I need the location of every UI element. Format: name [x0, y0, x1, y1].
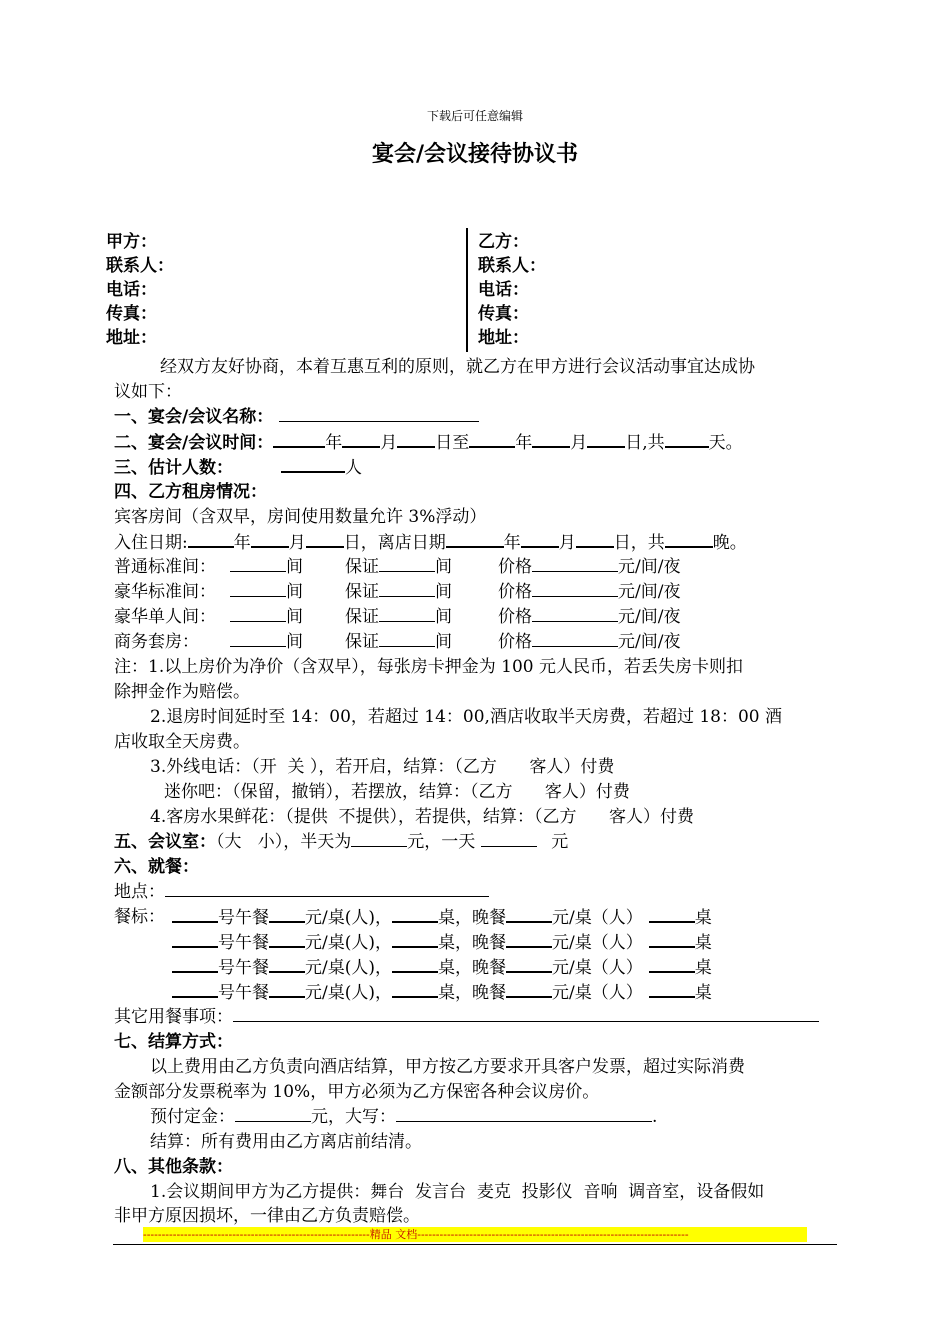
page-title: 宴会/会议接待协议书 [371, 142, 579, 167]
dinner-label: 桌，晚餐 [438, 958, 506, 978]
lunch-price-field[interactable] [269, 930, 305, 948]
dinner-tables-field[interactable] [649, 955, 695, 973]
room-row [114, 555, 834, 579]
unit-year: 年 [325, 433, 343, 453]
date-field[interactable] [172, 930, 218, 948]
checkout-day-field[interactable] [576, 530, 614, 548]
party-b-address: 地址： [478, 328, 529, 348]
price-unit: 元/间/夜 [618, 632, 681, 652]
settle-note: 结算：所有费用由乙方离店前结清。 [150, 1132, 422, 1152]
section-1-label: 一、宴会/会议名称： [114, 407, 274, 427]
price-label: 价格 [498, 582, 532, 602]
dining-row [172, 930, 712, 955]
dining-location-field[interactable] [165, 880, 489, 897]
checkin-year-field[interactable] [188, 530, 234, 548]
tables-unit: 桌 [694, 983, 712, 1003]
note-3-minibar: 迷你吧：（保留，撤销），若摆放，结算：（乙方 客人）付费 [164, 782, 630, 802]
lunch-price-field[interactable] [269, 905, 305, 923]
checkout-year-field[interactable] [446, 530, 504, 548]
room-type-name: 普通标准间： [114, 557, 216, 577]
deposit-row [150, 1105, 657, 1129]
lunch-unit: 元/桌(人)， [305, 958, 392, 978]
start-day-field[interactable] [397, 430, 435, 448]
checkout-unit-year: 年 [503, 533, 521, 553]
meeting-room-size: （大 小），半天为 [216, 832, 352, 852]
tables-unit: 桌 [694, 933, 712, 953]
room-unit: 间 [286, 582, 303, 602]
party-a-fax: 传真： [106, 304, 157, 324]
date-field[interactable] [172, 905, 218, 923]
other-dining-field[interactable] [233, 1005, 819, 1022]
lunch-unit: 元/桌(人)， [305, 908, 392, 928]
dinner-label: 桌，晚餐 [438, 933, 506, 953]
party-b-contact: 联系人： [478, 256, 546, 276]
party-a-block [106, 230, 174, 350]
dining-row [172, 905, 712, 930]
unit-days: 天。 [708, 433, 743, 453]
dining-row [172, 980, 712, 1005]
price-unit: 元/间/夜 [618, 582, 681, 602]
party-divider [466, 228, 468, 352]
room-count-field[interactable] [230, 630, 286, 647]
dinner-unit: 元/桌（人） [552, 908, 643, 928]
guarantee-unit: 间 [435, 557, 452, 577]
price-label: 价格 [498, 557, 532, 577]
settlement-line-1: 以上费用由乙方负责向酒店结算，甲方按乙方要求开具客户发票，超过实际消费 [150, 1057, 745, 1077]
checkin-month-field[interactable] [251, 530, 289, 548]
room-row [114, 605, 834, 629]
section-2 [114, 430, 743, 455]
room-unit: 间 [286, 632, 303, 652]
section-7-label: 七、结算方式： [114, 1032, 233, 1052]
header-note: 下载后可任意编辑 [426, 109, 523, 123]
lunch-tables-field[interactable] [392, 955, 438, 973]
price-label: 价格 [498, 632, 532, 652]
end-year-field[interactable] [469, 430, 515, 448]
dining-label: 餐标： [114, 907, 165, 927]
price-field[interactable] [532, 580, 618, 597]
guarantee-unit: 间 [435, 607, 452, 627]
lunch-label: 号午餐 [218, 983, 269, 1003]
section-2-label: 二、宴会/会议时间： [114, 433, 274, 453]
party-b-phone: 电话： [478, 280, 529, 300]
section-5 [114, 830, 568, 854]
half-day-price-field[interactable] [351, 830, 407, 847]
full-day-price-field[interactable] [481, 830, 537, 847]
guarantee-label: 保证 [345, 582, 379, 602]
dinner-tables-field[interactable] [649, 980, 695, 998]
note-2-line-1: 2.退房时间延时至 14：00，若超过 14：00,酒店收取半天房费，若超过 18：00 酒 [150, 707, 783, 727]
checkout-month-field[interactable] [521, 530, 559, 548]
lunch-tables-field[interactable] [392, 980, 438, 998]
date-field[interactable] [172, 980, 218, 998]
lunch-price-field[interactable] [269, 955, 305, 973]
room-type-name: 豪华单人间： [114, 607, 216, 627]
dinner-tables-field[interactable] [649, 930, 695, 948]
unit-month-2: 月 [570, 433, 588, 453]
full-day-label: 元，一天 [407, 832, 476, 852]
lunch-label: 号午餐 [218, 958, 269, 978]
deposit-unit: 元，大写： [311, 1107, 396, 1127]
lunch-unit: 元/桌(人)， [305, 983, 392, 1003]
unit-month: 月 [380, 433, 398, 453]
party-a-contact: 联系人： [106, 256, 174, 276]
dinner-label: 桌，晚餐 [438, 983, 506, 1003]
guarantee-label: 保证 [345, 607, 379, 627]
footer-watermark: -------------------------------------------------------------精品 文档------------------------------------------------------------------------- [143, 1227, 807, 1242]
guarantee-field[interactable] [379, 555, 435, 572]
section-6-label: 六、就餐： [114, 857, 199, 877]
dinner-price-field[interactable] [506, 955, 552, 973]
room-row [114, 580, 834, 604]
intro-line-1: 经双方友好协商，本着互惠互利的原则，就乙方在甲方进行会议活动事宜达成协 [160, 357, 755, 377]
dining-location-row [114, 880, 489, 904]
note-1-line-2: 除押金作为赔偿。 [114, 682, 250, 702]
section-4-label: 四、乙方租房情况： [114, 482, 267, 502]
unit-day-total: 日,共 [625, 433, 665, 453]
guarantee-field[interactable] [379, 630, 435, 647]
room-row [114, 630, 834, 654]
start-month-field[interactable] [342, 430, 380, 448]
lunch-tables-field[interactable] [392, 930, 438, 948]
tables-unit: 桌 [694, 908, 712, 928]
party-a-address: 地址： [106, 328, 157, 348]
other-dining-label: 其它用餐事项： [114, 1007, 233, 1027]
section-3 [114, 455, 362, 480]
room-type-name: 豪华标准间： [114, 582, 216, 602]
note-3: 3.外线电话：（开 关 ），若开启，结算：（乙方 客人）付费 [150, 757, 615, 777]
unit-year-2: 年 [515, 433, 533, 453]
room-type-name: 商务套房： [114, 632, 199, 652]
start-year-field[interactable] [273, 430, 325, 448]
end-day-field[interactable] [587, 430, 625, 448]
checkin-day-field[interactable] [306, 530, 344, 548]
dining-row [172, 955, 712, 980]
dinner-unit: 元/桌（人） [552, 933, 643, 953]
guarantee-unit: 间 [435, 632, 452, 652]
other-dining-row [114, 1005, 819, 1029]
checkin-unit-day-out: 日，离店日期 [343, 533, 446, 553]
price-field[interactable] [532, 555, 618, 572]
rooms-intro: 宾客房间（含双早，房间使用数量允许 3%浮动） [114, 507, 487, 527]
room-count-field[interactable] [230, 555, 286, 572]
party-a-label: 甲方： [106, 232, 157, 252]
room-unit: 间 [286, 557, 303, 577]
clause-1-line-1: 1.会议期间甲方为乙方提供：舞台 发言台 麦克 投影仪 音响 调音室，设备假如 [150, 1182, 765, 1202]
date-field[interactable] [172, 955, 218, 973]
unit-nights: 晚。 [712, 533, 747, 553]
deposit-label: 预付定金： [150, 1107, 235, 1127]
dining-location-label: 地点： [114, 882, 165, 902]
section-8-label: 八、其他条款： [114, 1157, 233, 1177]
section-3-label: 三、估计人数： [114, 458, 233, 478]
guarantee-field[interactable] [379, 580, 435, 597]
intro-line-2: 议如下： [114, 382, 182, 402]
room-count-field[interactable] [230, 580, 286, 597]
party-a-phone: 电话： [106, 280, 157, 300]
price-label: 价格 [498, 607, 532, 627]
price-unit: 元/间/夜 [618, 557, 681, 577]
dinner-price-field[interactable] [506, 905, 552, 923]
unit-yuan: 元 [551, 832, 569, 852]
total-days-field[interactable] [665, 430, 709, 448]
lunch-label: 号午餐 [218, 908, 269, 928]
checkin-unit-month: 月 [288, 533, 306, 553]
checkout-unit-month: 月 [558, 533, 576, 553]
note-1-line-1: 注：1.以上房价为净价（含双早），每张房卡押金为 100 元人民币，若丢失房卡则扣 [114, 657, 743, 677]
end-month-field[interactable] [532, 430, 570, 448]
clause-1-line-2: 非甲方原因损坏，一律由乙方负责赔偿。 [114, 1206, 420, 1226]
unit-people: 人 [345, 458, 362, 478]
room-unit: 间 [286, 607, 303, 627]
section-5-label: 五、会议室： [114, 832, 216, 852]
settlement-line-2: 金额部分发票税率为 10%，甲方必须为乙方保密各种会议房价。 [114, 1082, 600, 1102]
section-1 [114, 405, 479, 429]
lunch-unit: 元/桌(人)， [305, 933, 392, 953]
dinner-tables-field[interactable] [649, 905, 695, 923]
party-b-label: 乙方： [478, 232, 529, 252]
price-field[interactable] [532, 630, 618, 647]
nights-field[interactable] [665, 530, 713, 548]
lunch-price-field[interactable] [269, 980, 305, 998]
meeting-name-field[interactable] [279, 405, 479, 422]
dinner-unit: 元/桌（人） [552, 958, 643, 978]
guarantee-label: 保证 [345, 557, 379, 577]
dinner-price-field[interactable] [506, 980, 552, 998]
party-b-block [478, 230, 546, 350]
checkin-unit-year: 年 [233, 533, 251, 553]
dinner-unit: 元/桌（人） [552, 983, 643, 1003]
deposit-amount-field[interactable] [235, 1105, 311, 1122]
deposit-end: . [652, 1107, 658, 1127]
room-count-field[interactable] [230, 605, 286, 622]
price-field[interactable] [532, 605, 618, 622]
unit-day-to: 日至 [435, 433, 470, 453]
guarantee-unit: 间 [435, 582, 452, 602]
guarantee-label: 保证 [345, 632, 379, 652]
dinner-price-field[interactable] [506, 930, 552, 948]
checkin-row [114, 530, 747, 555]
note-4: 4.客房水果鲜花：（提供 不提供），若提供，结算：（乙方 客人）付费 [150, 807, 694, 827]
price-unit: 元/间/夜 [618, 607, 681, 627]
headcount-field[interactable] [281, 455, 345, 473]
checkin-label: 入住日期: [114, 533, 188, 553]
lunch-label: 号午餐 [218, 933, 269, 953]
lunch-tables-field[interactable] [392, 905, 438, 923]
deposit-words-field[interactable] [396, 1105, 652, 1122]
dinner-label: 桌，晚餐 [438, 908, 506, 928]
checkout-unit-day-total: 日，共 [613, 533, 665, 553]
party-b-fax: 传真： [478, 304, 529, 324]
footer-rule [113, 1244, 837, 1245]
tables-unit: 桌 [694, 958, 712, 978]
guarantee-field[interactable] [379, 605, 435, 622]
note-2-line-2: 店收取全天房费。 [114, 732, 250, 752]
